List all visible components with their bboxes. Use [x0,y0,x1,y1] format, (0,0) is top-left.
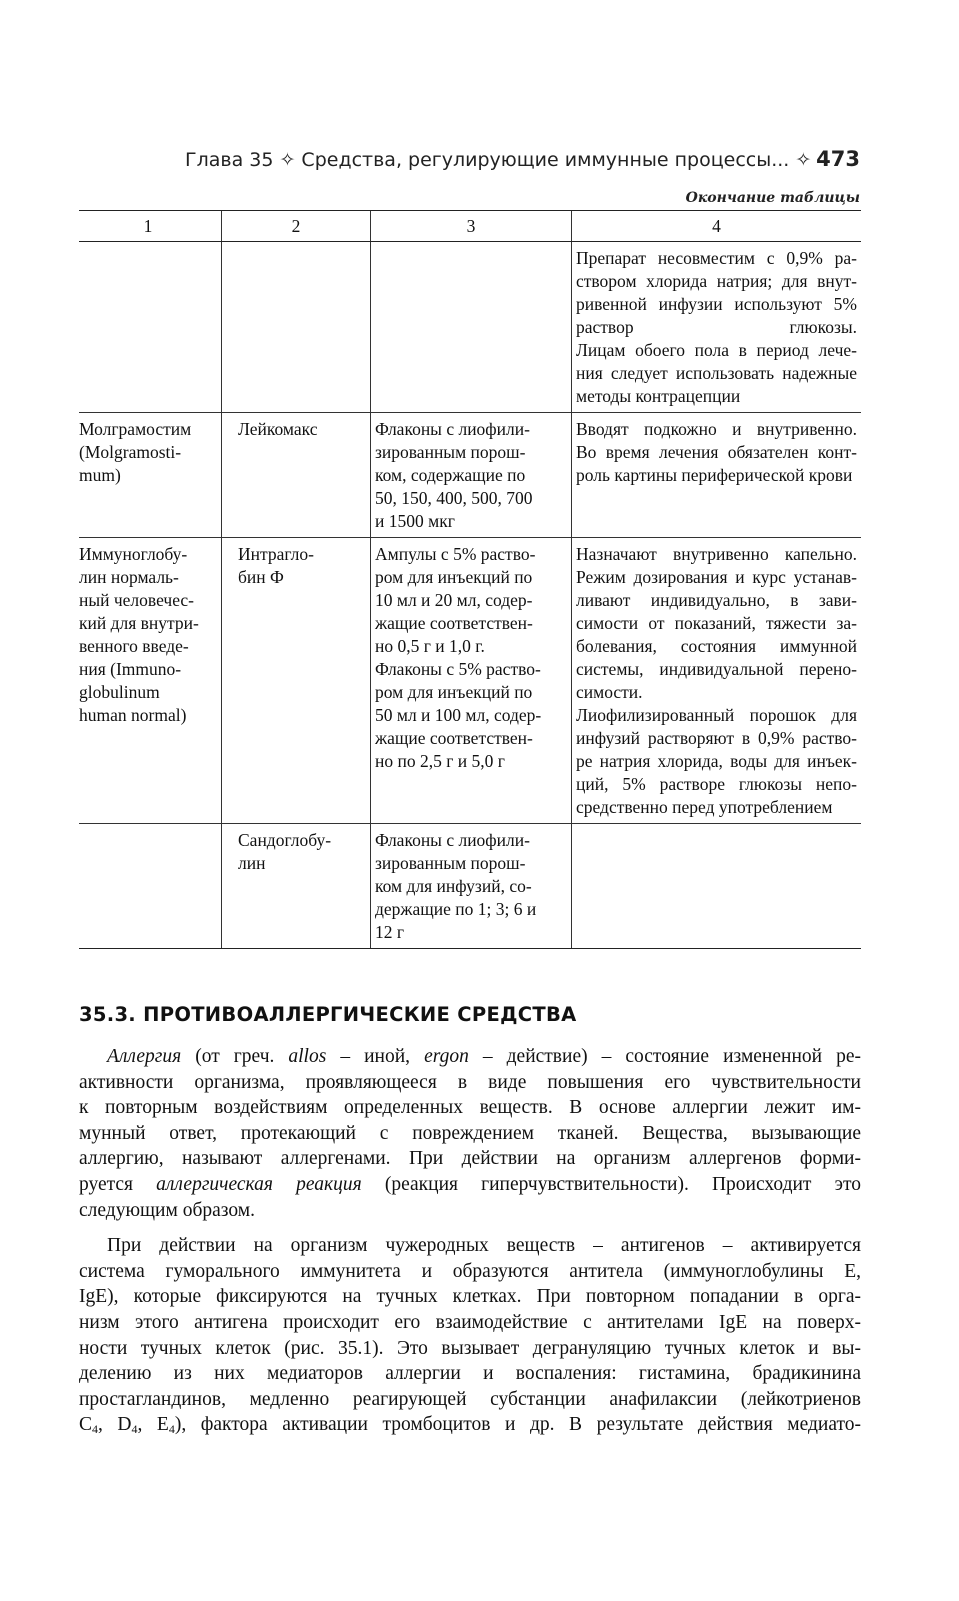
cell-text-line: Назначают внутривенно капельно. [576,544,857,564]
cell-text-line: лин нормаль- [79,567,179,587]
table-row [79,824,861,949]
cell-text-line: роль картины периферической крови [576,465,853,485]
cell-text-line: ром для инъекций по [375,682,533,702]
cell-text-line: 50, 150, 400, 500, 700 [375,488,533,508]
subscript: 4 [168,1422,175,1437]
table-cell-col2 [222,824,371,949]
cell-text-line: globulinum [79,682,160,702]
greek-term: ergon [424,1046,469,1067]
paragraph-1-line: активности организма, проявляющееся в виде повышения его чувствительности [79,1071,861,1093]
cell-text-line: ком, содержащие по [375,465,526,485]
cell-text-line: Флаконы с лиофили- [375,830,530,850]
text-run: руется [79,1173,157,1195]
cell-text-line: Иммуноглобу- [79,544,188,564]
table-cell-col3 [371,413,572,538]
cell-text-line: венного введе- [79,636,189,656]
cell-text-line: 10 мл и 20 мл, содер- [375,590,533,610]
cell-text-line: средственно перед употреблением [576,797,833,817]
cell-text-line: ривенной инфузии используют 5% [576,294,857,314]
term-allergic-reaction: аллергическая реакция [156,1173,362,1195]
term-allergy: Аллергия [107,1046,182,1067]
cell-text-line: но 0,5 г и 1,0 г. [375,636,485,656]
subscript: 4 [92,1422,99,1437]
cell-text-line: Молграмостим [79,419,192,439]
table-cell-col4 [572,824,862,949]
cell-text-line: 12 г [375,922,405,942]
cell-text-line: держащие по 1; 3; 6 и [375,899,537,919]
table-cell-col4 [572,242,862,413]
cell-text-line: жащие соответствен- [375,728,533,748]
cell-text-line: бин Ф [238,567,284,587]
cell-text-line: ком для инфузий, со- [375,876,532,896]
cell-text-line: лин [238,853,266,873]
running-title: Глава 35 ✧ Средства, регулирующие иммунные процессы... ✧ [185,149,812,171]
cell-text-line: Сандоглобу- [238,830,332,850]
cell-text-line: и 1500 мкг [375,511,455,531]
page-number: 473 [816,147,860,171]
text-run: , D [98,1414,132,1436]
drug-table [79,210,861,949]
cell-text-line: ный человечес- [79,590,195,610]
cell-text-line: ния (Immuno- [79,659,182,679]
body-text [79,1044,861,1438]
cell-text-line: 50 мл и 100 мл, содер- [375,705,542,725]
table-cell-col4 [572,538,862,824]
column-header-4: 4 [572,211,862,242]
paragraph-2-line: система гуморального иммунитета и образуются антитела (иммуноглобулины Е, [79,1260,861,1282]
paragraph-2-line [79,1412,861,1438]
table-cell-col2 [222,538,371,824]
cell-text-line: кий для внутри- [79,613,199,633]
paragraph-1-line: аллергию, называют аллергенами. При действии на организм аллергенов форми- [79,1148,861,1170]
cell-text-line: створом хлорида натрия; для внут- [576,271,857,291]
table-cell-col4 [572,413,862,538]
cell-text-line: Ампулы с 5% раство- [375,544,536,564]
table-cell-col3 [371,242,572,413]
paragraph-1-line [79,1172,861,1198]
running-head [185,149,860,179]
text-run: (реакция гиперчувствительности). Происходит это [361,1173,861,1195]
cell-text-line: жащие соответствен- [375,613,533,633]
paragraph-2-line: При действии на организм чужеродных веществ – антигенов – активируется [107,1235,861,1257]
paragraph-2-line: IgE), которые фиксируются на тучных клетках. При повторном попадании в орга- [79,1286,861,1308]
cell-text-line: ром для инъекций по [375,567,533,587]
column-header-2: 2 [222,211,371,242]
cell-text-line: системы, индивидуальной перено- [576,659,857,679]
text-run: (от греч. [181,1046,289,1067]
paragraph-2-line: делению из них медиаторов аллергии и воспаления: гистамина, брадикинина [79,1363,861,1385]
column-header-1: 1 [79,211,222,242]
cell-text-line: болевания, состояния иммунной [576,636,857,656]
cell-text-line: Препарат несовместим с 0,9% ра- [576,248,857,268]
table-cell-col1 [79,242,222,413]
table-cell-col2 [222,242,371,413]
table-row [79,242,861,413]
cell-text-line: Лицам обоего пола в период лече- [576,340,857,360]
column-header-3: 3 [371,211,572,242]
cell-text-line: Интрагло- [238,544,314,564]
cell-text-line: Флаконы с лиофили- [375,419,530,439]
cell-text-line: Лейкомакс [238,419,318,439]
paragraph-2-line: низм этого антигена происходит его взаимодействие с антителами IgE на поверх- [79,1311,861,1333]
subscript: 4 [131,1422,138,1437]
cell-text-line: Режим дозирования и курс устанав- [576,567,857,587]
text-run: C [79,1414,93,1436]
text-run: – действие) – состояние измененной ре- [468,1046,861,1067]
cell-text-line: но по 2,5 г и 5,0 г [375,751,505,771]
text-run: – иной, [326,1046,425,1067]
cell-text-line: ливают индивидуально, в зави- [576,590,857,610]
cell-text-line: ния следует использовать надежные [576,363,857,383]
paragraph-1-line [79,1044,861,1070]
table-cell-col1 [79,538,222,824]
cell-text-line: (Molgramosti- [79,442,182,462]
paragraph-gap [79,1223,861,1233]
cell-text-line: инфузий растворяют в 0,9% раство- [576,728,857,748]
paragraph-1-line: следующим образом. [79,1199,255,1221]
paragraph-2-line: простагландинов, медленно реагирующей субстанции анафилаксии (лейкотриенов [79,1388,861,1410]
table-continuation-note: Окончание таблицы [685,190,860,206]
paragraph-1-line: к повторным воздействиям определенных веществ. В основе аллергии лежит им- [79,1097,861,1119]
table-cell-col2 [222,413,371,538]
table-cell-col1 [79,413,222,538]
cell-text-line: Лиофилизированный порошок для [576,705,857,725]
table-cell-col3 [371,538,572,824]
cell-text-line: mum) [79,465,121,485]
text-run: , E [137,1414,169,1436]
paragraph-2-line: ности тучных клеток (рис. 35.1). Это вызывает дегрануляцию тучных клеток и вы- [79,1337,861,1359]
cell-text-line: ре натрия хлорида, воды для инъек- [576,751,857,771]
table-row [79,413,861,538]
cell-text-line: симости. [576,682,643,702]
table-row [79,538,861,824]
section-heading: 35.3. ПРОТИВОАЛЛЕРГИЧЕСКИЕ СРЕДСТВА [79,1003,577,1026]
table-cell-col3 [371,824,572,949]
table-body [79,242,861,949]
cell-text-line: Флаконы с 5% раство- [375,659,541,679]
cell-text-line: Вводят подкожно и внутривенно. [576,419,857,439]
cell-text-line: симости от показаний, тяжести за- [576,613,857,633]
cell-text-line: зированным порош- [375,853,526,873]
paragraph-1-line: мунный ответ, протекающий с повреждением тканей. Вещества, вызывающие [79,1122,861,1144]
table-header-row [79,211,861,242]
cell-text-line: Во время лечения обязателен конт- [576,442,857,462]
cell-text-line: ций, 5% растворе глюкозы непо- [576,774,857,794]
cell-text-line: методы контрацепции [576,386,741,406]
text-run: ), фактора активации тромбоцитов и др. В результате действия медиато- [174,1414,861,1436]
greek-term: allos [288,1046,327,1067]
cell-text-line: раствор глюкозы. [576,317,857,337]
cell-text-line: human normal) [79,705,187,725]
cell-text-line: зированным порош- [375,442,526,462]
table-cell-col1 [79,824,222,949]
